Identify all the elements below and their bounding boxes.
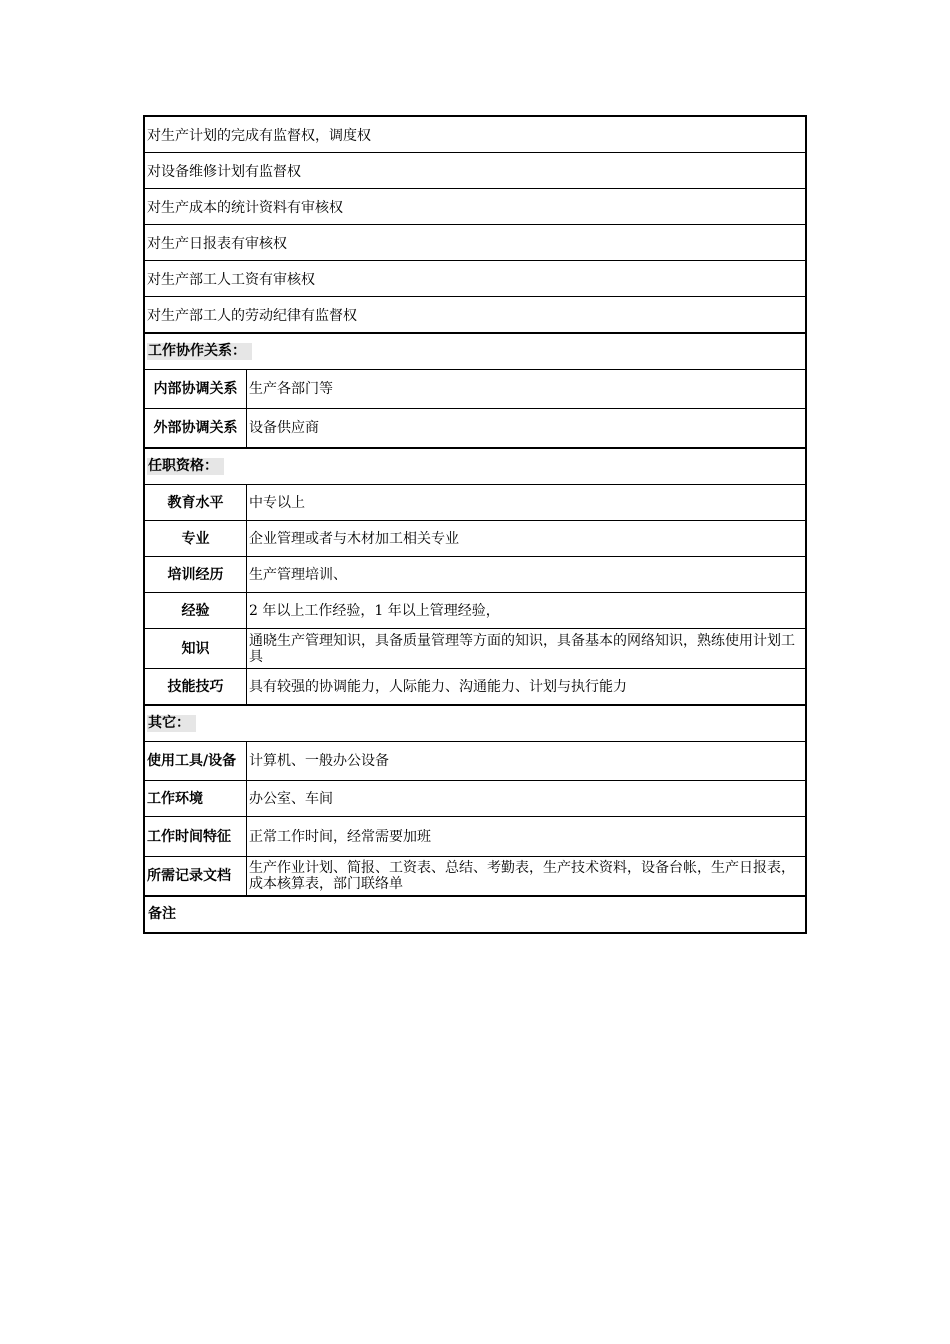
row-label: 教育水平 [145,485,247,520]
row-label: 技能技巧 [145,669,247,704]
authority-row [145,297,805,334]
row-value: 办公室、车间 [249,790,333,807]
qualification-row [145,669,805,706]
row-label: 内部协调关系 [145,370,247,408]
row-label: 工作环境 [145,781,247,816]
authority-text: 对生产部工人工资有审核权 [147,271,315,288]
row-value: 正常工作时间，经常需要加班 [249,828,431,845]
row-value: 2 年以上工作经验，1 年以上管理经验， [249,602,500,619]
row-value: 生产作业计划、简报、工资表、总结、考勤表，生产技术资料，设备台帐，生产日报表，成本核算表，部门联络单 [249,860,795,892]
other-row [145,817,805,857]
section-title: 其它： [147,715,196,732]
remarks-label: 备注 [148,906,176,922]
qualification-row [145,593,805,629]
row-label: 知识 [145,629,247,668]
authority-text: 对生产日报表有审核权 [147,235,287,252]
qualification-row [145,629,805,669]
other-row [145,742,805,781]
row-label: 经验 [145,593,247,628]
section-title: 工作协作关系： [147,343,252,360]
authority-row [145,189,805,225]
row-value: 设备供应商 [249,420,319,436]
row-value: 企业管理或者与木材加工相关专业 [249,530,459,547]
authority-row [145,153,805,189]
other-row [145,857,805,897]
row-value: 通晓生产管理知识，具备质量管理等方面的知识，具备基本的网络知识，熟练使用计划工具 [249,632,795,665]
authority-text: 对生产部工人的劳动纪律有监督权 [147,307,357,324]
remarks-row [145,897,805,932]
other-row [145,781,805,817]
row-value: 生产各部门等 [249,381,333,397]
authority-row [145,117,805,153]
row-label: 工作时间特征 [145,817,247,856]
row-value: 计算机、一般办公设备 [249,753,389,769]
section-header-other [145,706,805,742]
row-value: 中专以上 [249,494,305,511]
authority-row [145,225,805,261]
row-label: 所需记录文档 [145,857,247,895]
job-description-table [143,115,807,934]
authority-text: 对生产成本的统计资料有审核权 [147,199,343,216]
qualification-row [145,521,805,557]
authority-text: 对生产计划的完成有监督权，调度权 [147,127,371,144]
qualification-row [145,557,805,593]
row-value: 生产管理培训、 [249,566,347,583]
row-label: 培训经历 [145,557,247,592]
cooperation-row [145,409,805,449]
row-value: 具有较强的协调能力，人际能力、沟通能力、计划与执行能力 [249,678,627,695]
authority-row [145,261,805,297]
row-label: 专业 [145,521,247,556]
section-header-qualifications [145,449,805,485]
row-label: 外部协调关系 [145,409,247,447]
authority-text: 对设备维修计划有监督权 [147,163,301,180]
section-title: 任职资格： [147,458,224,475]
cooperation-row [145,370,805,409]
row-label: 使用工具/设备 [145,742,247,780]
qualification-row [145,485,805,521]
section-header-cooperation [145,334,805,370]
